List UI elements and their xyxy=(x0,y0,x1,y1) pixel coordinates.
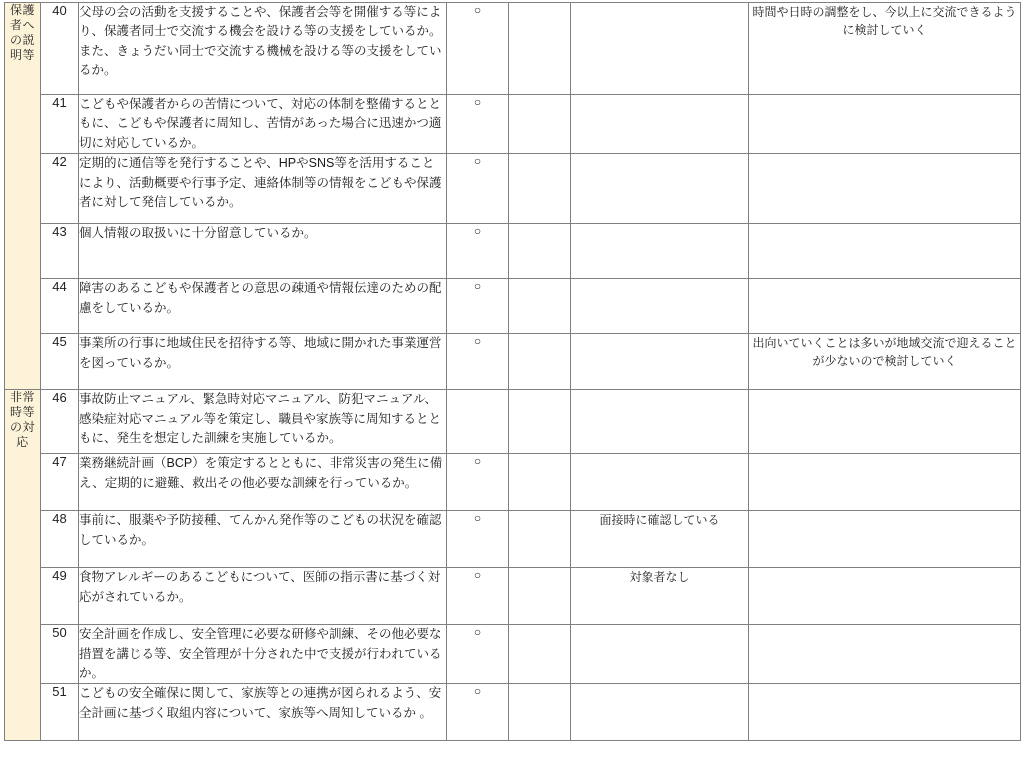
table-row xyxy=(5,454,1021,511)
improvement-note-cell[interactable] xyxy=(749,625,1021,684)
remarks-cell[interactable] xyxy=(571,154,749,224)
table-row xyxy=(5,279,1021,334)
answer-neutral-mark[interactable] xyxy=(509,511,571,568)
answer-yes-mark[interactable]: ○ xyxy=(447,154,509,224)
evaluation-item-text: 業務継続計画（BCP）を策定するとともに、非常災害の発生に備え、定期的に避難、救出その他必要な訓練を行っているか。 xyxy=(79,454,447,511)
answer-yes-mark[interactable]: ○ xyxy=(447,3,509,95)
table-row xyxy=(5,95,1021,154)
evaluation-item-text: 安全計画を作成し、安全管理に必要な研修や訓練、その他必要な措置を講じる等、安全管理が十分された中で支援が行われているか。 xyxy=(79,625,447,684)
category-label-cell xyxy=(5,3,41,390)
evaluation-item-text: 個人情報の取扱いに十分留意しているか。 xyxy=(79,224,447,279)
evaluation-item-text: 事業所の行事に地域住民を招待する等、地域に開かれた事業運営を図っているか。 xyxy=(79,334,447,390)
evaluation-item-text: 事前に、服薬や予防接種、てんかん発作等のこどもの状況を確認しているか。 xyxy=(79,511,447,568)
row-number: 41 xyxy=(41,95,79,154)
table-row xyxy=(5,154,1021,224)
row-number: 46 xyxy=(41,390,79,454)
evaluation-item-text: 定期的に通信等を発行することや、HPやSNS等を活用することにより、活動概要や行事予定、連絡体制等の情報をこどもや保護者に対して発信しているか。 xyxy=(79,154,447,224)
remarks-cell[interactable] xyxy=(571,390,749,454)
improvement-note-cell[interactable]: 時間や日時の調整をし、今以上に交流できるように検討していく xyxy=(749,3,1021,95)
remarks-cell[interactable] xyxy=(571,224,749,279)
table-row xyxy=(5,511,1021,568)
table-row xyxy=(5,684,1021,741)
answer-neutral-mark[interactable] xyxy=(509,568,571,625)
remarks-cell[interactable] xyxy=(571,3,749,95)
answer-yes-mark[interactable]: ○ xyxy=(447,511,509,568)
improvement-note-cell[interactable] xyxy=(749,224,1021,279)
answer-neutral-mark[interactable] xyxy=(509,154,571,224)
improvement-note-cell[interactable] xyxy=(749,454,1021,511)
evaluation-item-text: 事故防止マニュアル、緊急時対応マニュアル、防犯マニュアル、感染症対応マニュアル等を策定し、職員や家族等に周知するとともに、発生を想定した訓練を実施しているか。 xyxy=(79,390,447,454)
remarks-cell[interactable] xyxy=(571,684,749,741)
remarks-cell[interactable] xyxy=(571,454,749,511)
category-label: 非常時等の対応 xyxy=(9,390,35,450)
evaluation-item-text: こどもの安全確保に関して、家族等との連携が図られるよう、安全計画に基づく取組内容について、家族等へ周知しているか 。 xyxy=(79,684,447,741)
row-number: 47 xyxy=(41,454,79,511)
remarks-cell[interactable] xyxy=(571,95,749,154)
row-number: 45 xyxy=(41,334,79,390)
answer-neutral-mark[interactable] xyxy=(509,279,571,334)
row-number: 49 xyxy=(41,568,79,625)
document-page xyxy=(0,2,1024,761)
evaluation-item-text: こどもや保護者からの苦情について、対応の体制を整備するとともに、こどもや保護者に周知し、苦情があった場合に迅速かつ適切に対応しているか。 xyxy=(79,95,447,154)
remarks-cell[interactable] xyxy=(571,625,749,684)
remarks-cell[interactable] xyxy=(571,334,749,390)
row-number: 43 xyxy=(41,224,79,279)
answer-yes-mark[interactable]: ○ xyxy=(447,224,509,279)
self-evaluation-checklist-table xyxy=(4,2,1021,741)
answer-neutral-mark[interactable] xyxy=(509,390,571,454)
answer-neutral-mark[interactable] xyxy=(509,224,571,279)
answer-neutral-mark[interactable] xyxy=(509,3,571,95)
row-number: 48 xyxy=(41,511,79,568)
improvement-note-cell[interactable] xyxy=(749,279,1021,334)
answer-neutral-mark[interactable] xyxy=(509,334,571,390)
answer-neutral-mark[interactable] xyxy=(509,95,571,154)
answer-yes-mark[interactable] xyxy=(447,390,509,454)
row-number: 51 xyxy=(41,684,79,741)
row-number: 44 xyxy=(41,279,79,334)
table-row xyxy=(5,390,1021,454)
table-row xyxy=(5,625,1021,684)
table-row xyxy=(5,334,1021,390)
improvement-note-cell[interactable] xyxy=(749,568,1021,625)
answer-yes-mark[interactable]: ○ xyxy=(447,625,509,684)
answer-neutral-mark[interactable] xyxy=(509,625,571,684)
improvement-note-cell[interactable] xyxy=(749,154,1021,224)
evaluation-item-text: 食物アレルギーのあるこどもについて、医師の指示書に基づく対応がされているか。 xyxy=(79,568,447,625)
answer-neutral-mark[interactable] xyxy=(509,454,571,511)
answer-yes-mark[interactable]: ○ xyxy=(447,334,509,390)
row-number: 42 xyxy=(41,154,79,224)
improvement-note-cell[interactable] xyxy=(749,511,1021,568)
improvement-note-cell[interactable] xyxy=(749,684,1021,741)
answer-yes-mark[interactable]: ○ xyxy=(447,684,509,741)
category-label-cell xyxy=(5,390,41,741)
remarks-cell[interactable]: 対象者なし xyxy=(571,568,749,625)
row-number: 40 xyxy=(41,3,79,95)
answer-yes-mark[interactable]: ○ xyxy=(447,95,509,154)
table-row xyxy=(5,224,1021,279)
answer-yes-mark[interactable]: ○ xyxy=(447,279,509,334)
improvement-note-cell[interactable] xyxy=(749,390,1021,454)
answer-neutral-mark[interactable] xyxy=(509,684,571,741)
row-number: 50 xyxy=(41,625,79,684)
evaluation-item-text: 父母の会の活動を支援することや、保護者会等を開催する等により、保護者同士で交流する機会を設ける等の支援をしているか。また、きょうだい同士で交流する機械を設ける等の支援をしているか。 xyxy=(79,3,447,95)
evaluation-item-text: 障害のあるこどもや保護者との意思の疎通や情報伝達のための配慮をしているか。 xyxy=(79,279,447,334)
answer-yes-mark[interactable]: ○ xyxy=(447,568,509,625)
remarks-cell[interactable]: 面接時に確認している xyxy=(571,511,749,568)
table-row xyxy=(5,3,1021,95)
remarks-cell[interactable] xyxy=(571,279,749,334)
improvement-note-cell[interactable]: 出向いていくことは多いが地域交流で迎えることが少ないので検討していく xyxy=(749,334,1021,390)
table-row xyxy=(5,568,1021,625)
category-label: 保護者への説明等 xyxy=(9,3,35,62)
answer-yes-mark[interactable]: ○ xyxy=(447,454,509,511)
improvement-note-cell[interactable] xyxy=(749,95,1021,154)
